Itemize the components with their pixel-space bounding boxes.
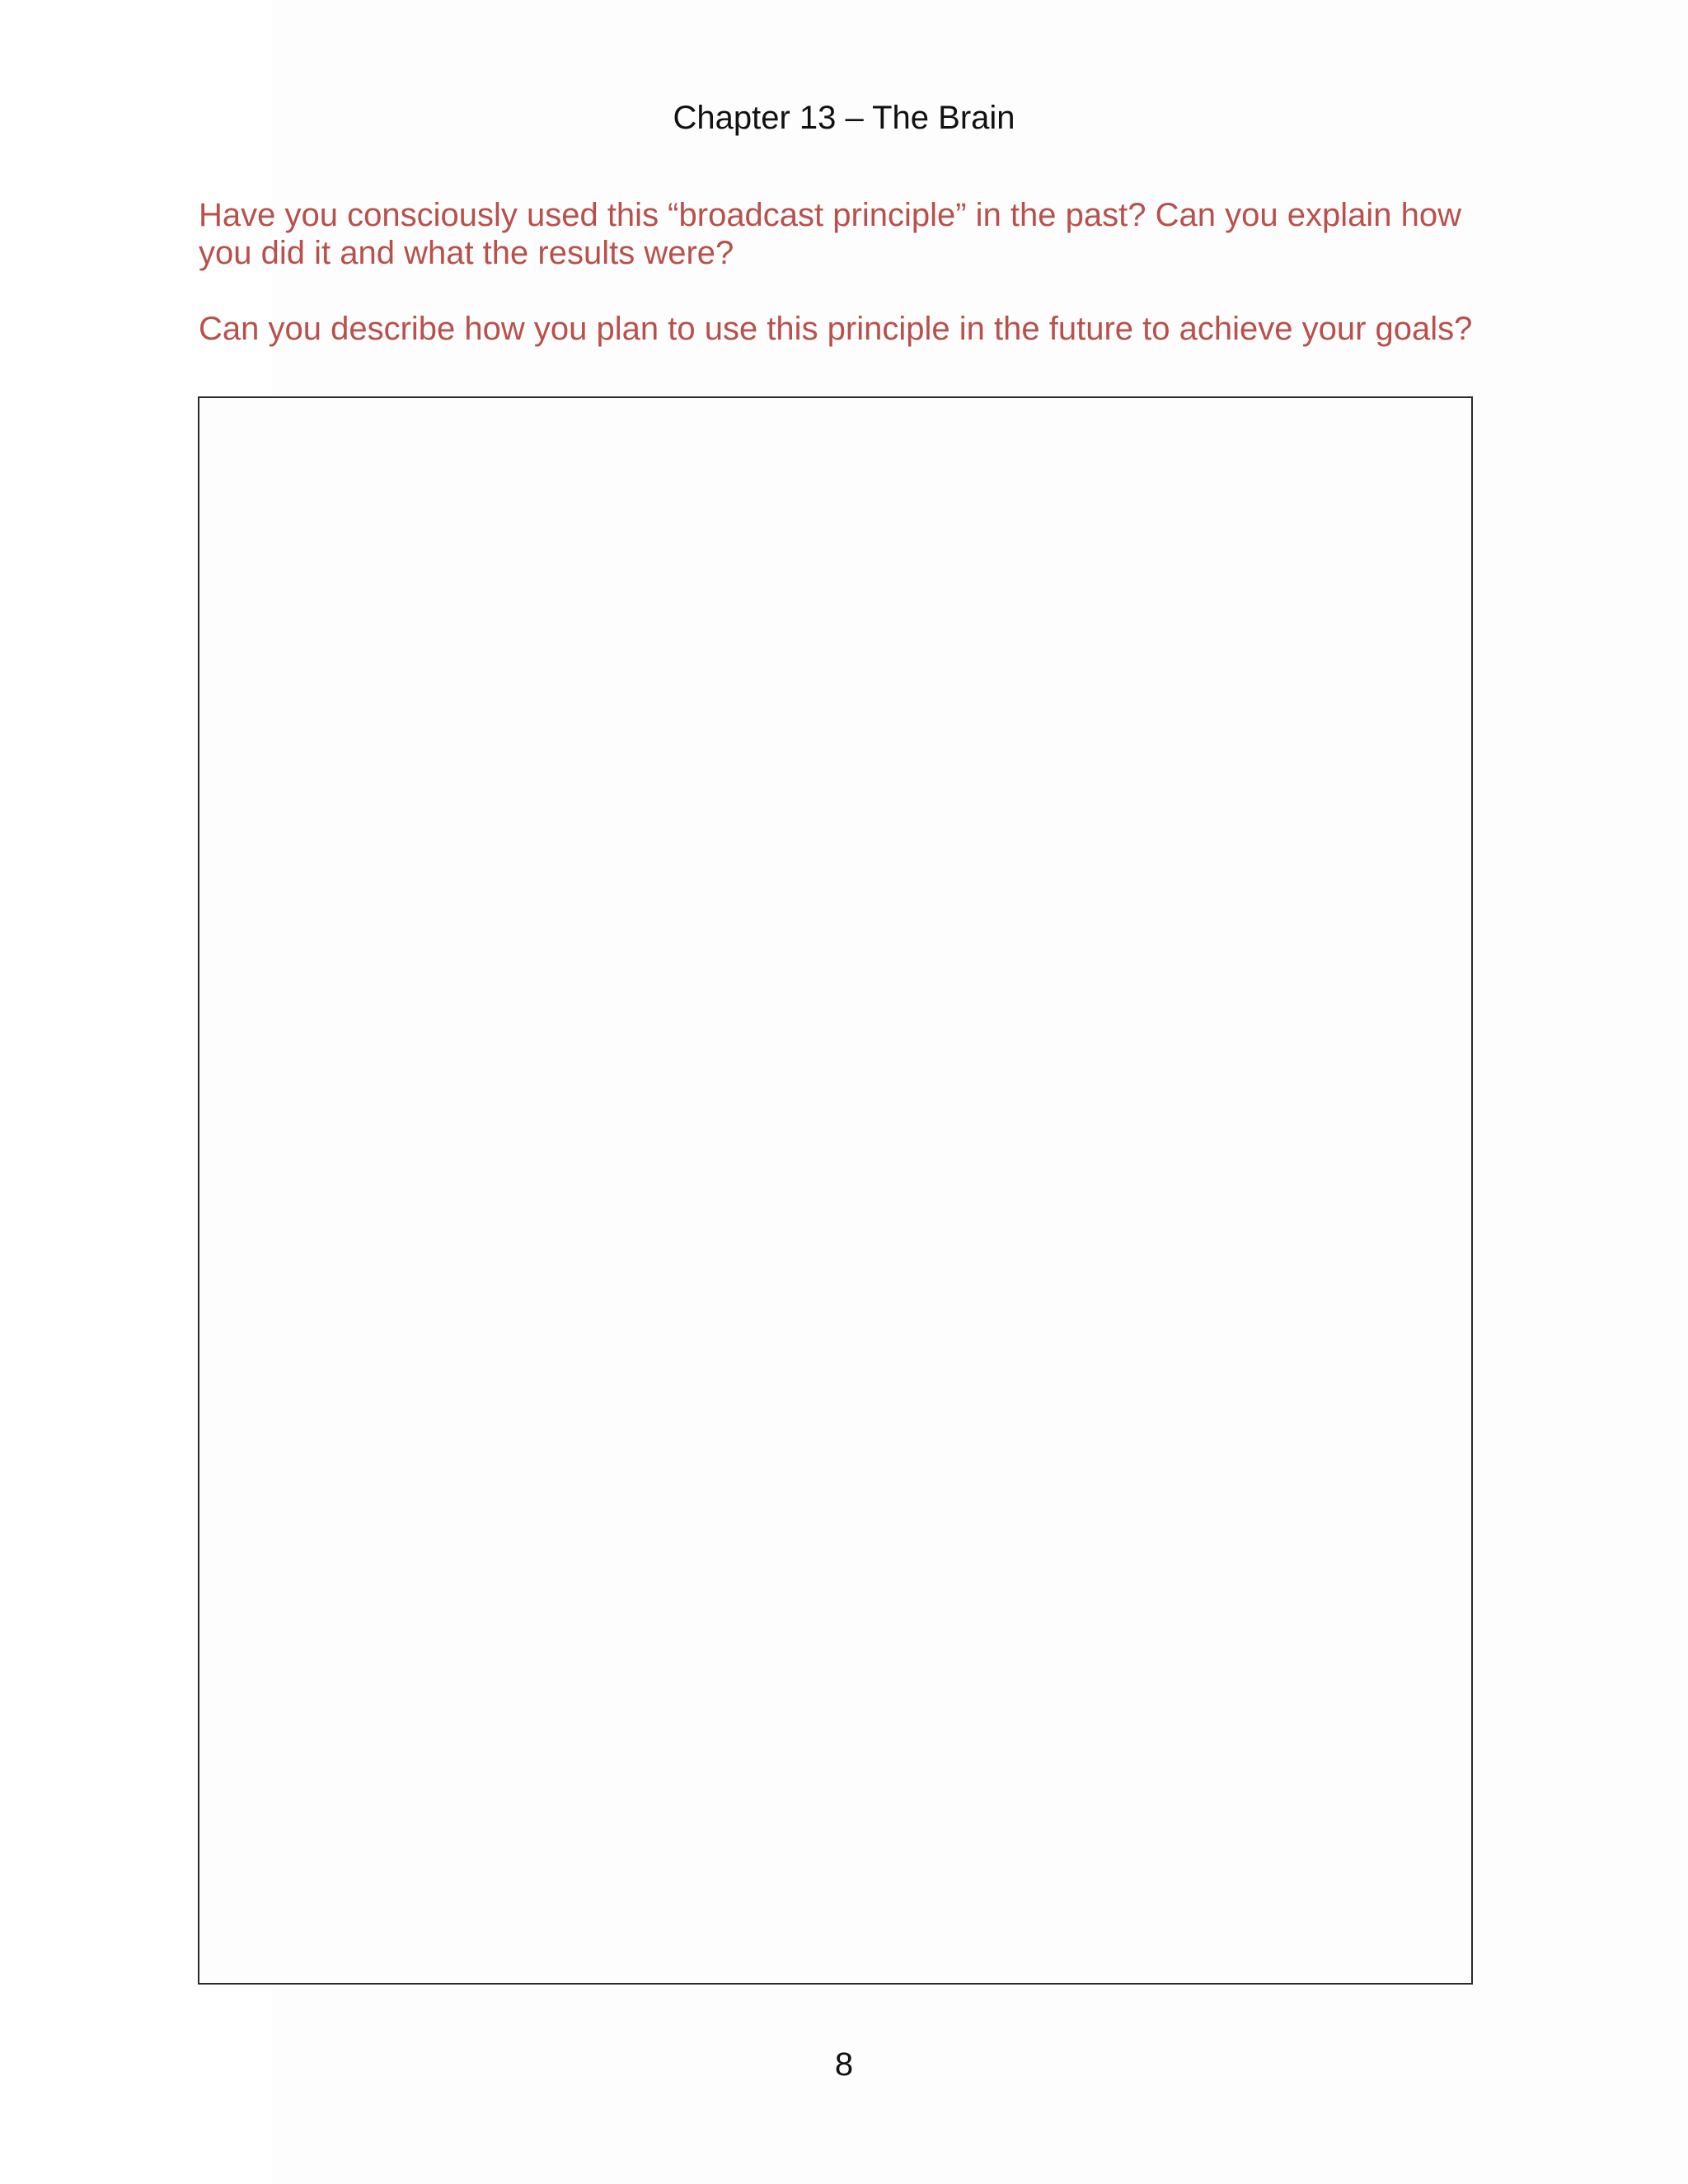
answer-box[interactable]	[198, 396, 1473, 1985]
question-text-1: Have you consciously used this “broadcast principle” in the past? Can you explain how you did it and what the results were?	[199, 197, 1461, 271]
question-text-2: Can you describe how you plan to use this principle in the future to achieve your goals?	[199, 311, 1473, 347]
question-block	[199, 196, 1517, 348]
page-number: 8	[834, 2046, 854, 2083]
chapter-title: Chapter 13 – The Brain	[673, 100, 1015, 136]
